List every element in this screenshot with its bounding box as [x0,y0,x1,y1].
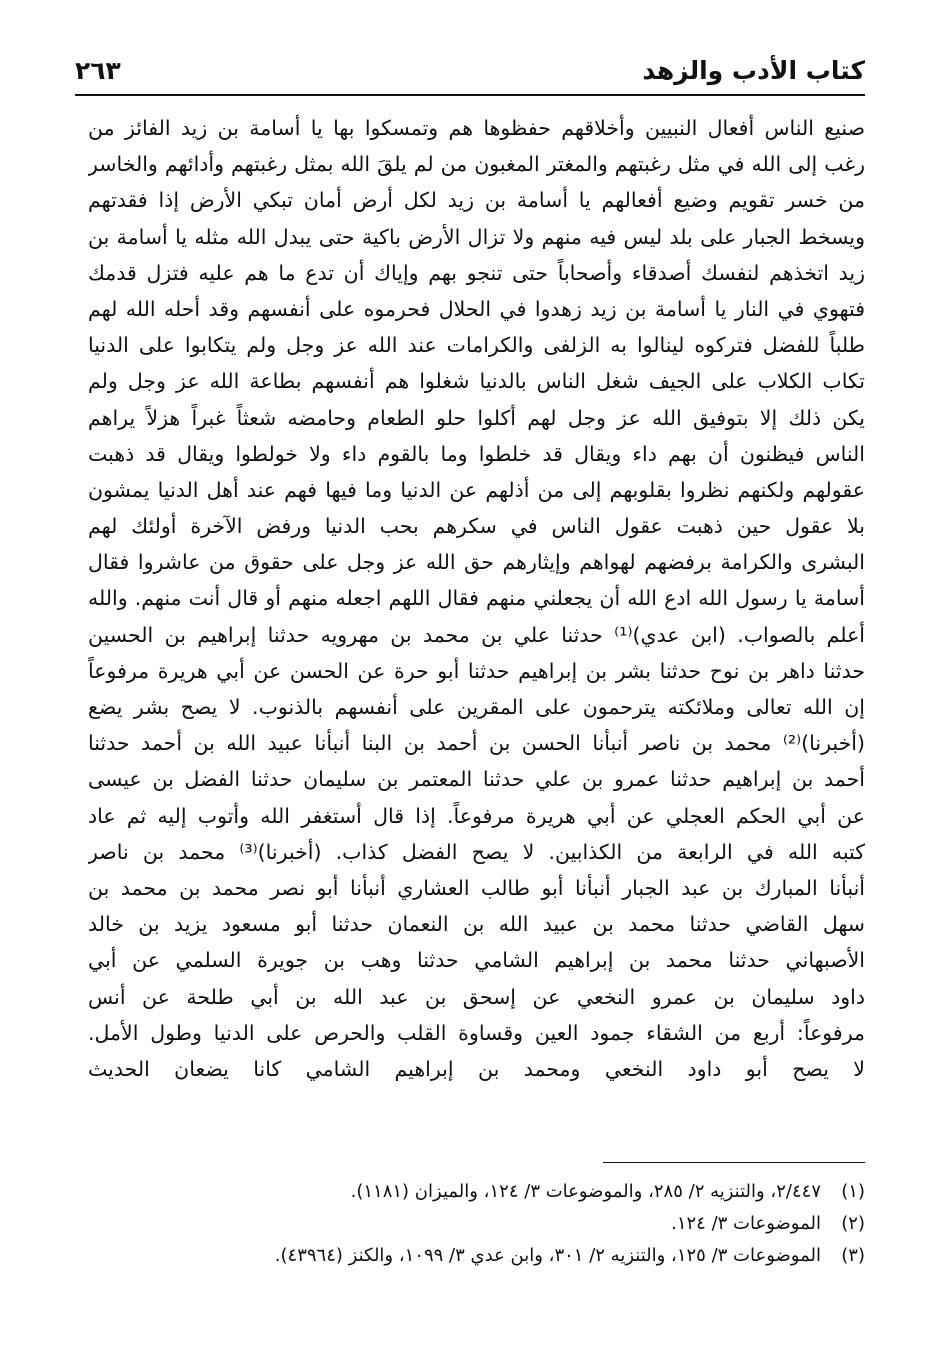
text-line: حدثنا داهر بن نوح حدثنا بشر بن إبراهيم حدثنا أبو حرة عن الحسن عن أبي هريرة مرفوعاً [88,658,865,683]
text-line: سهل القاضي حدثنا محمد بن عبيد الله بن النعمان حدثنا أبو مسعود يزيد بن خالد [88,912,865,937]
footnote-text: الموضوعات ٣/ ١٢٥، والتنزيه ٢/ ٣٠١، وابن عدي ٣/ ١٠٩٩، والكنز (٤٣٩٦٤). [274,1245,821,1266]
text-line: أعلم بالصواب. (ابن عدي)⁽¹⁾ حدثنا علي بن محمد بن مهرويه حدثنا إبراهيم بن الحسين [88,622,865,647]
text-line: الناس فيظنون أن بهم داء ويقال قد خلطوا وما بالقوم داء ولا خولطوا ويقال قد ذهبت [88,441,865,466]
footnote-number: (١) [841,1181,865,1202]
text-line: ويسخط الجبار على بلد ليس فيه منهم ولا تزال الأرض باكية حتى يبدل الله مثله يا أسامة بن [88,224,865,249]
chapter-title: كتاب الأدب والزهد [642,56,865,85]
text-line: تكاب الكلاب على الجيف شغل الناس بالدنيا شغلوا هم أنفسهم بطاعة الله عز وجل ولم [88,369,865,394]
text-line: صنيع الناس أفعال النبيين وأخلاقهم حفظوها هم وتمسكوا بها يا أسامة بن زيد الفائز من [88,116,865,140]
main-text [88,110,865,1087]
text-line: طلباً للفضل فتركوه لينالوا به الزلفى والكرامات عند الله عز وجل ولم يتكابوا على الدنيا [88,333,865,358]
text-line: رغب إلى الله في مثل رغبتهم والمغتر المغبون من لم يلقَ الله بمثل رغبتهم وأدائهم والخاسر [88,152,865,177]
text-line: داود سليمان بن عمرو النخعي عن إسحق بن عبد الله بن أبي طلحة عن أنس [88,984,865,1009]
text-line: البشرى والكرامة برفضهم لهواهم وإيثارهم حق الله عز وجل على حقوق من عاشروا فقال [88,550,865,575]
text-line: زيد اتخذهم لنفسك أصدقاء وأصحاباً حتى تنجو بهم وإياك أن تدع ما هم عليه فتزل قدمك [88,260,865,285]
text-line: كتبه الله في الرابعة من الكذابين. لا يصح الفضل كذاب. (أخبرنا)⁽³⁾ محمد بن ناصر [88,839,865,864]
footnote-number: (٢) [841,1213,865,1234]
footnote-number: (٣) [841,1245,865,1266]
footnote [145,1176,865,1208]
footnote-text: الموضوعات ٣/ ١٢٤. [671,1213,821,1234]
text-line: فتهوي في النار يا أسامة بن زيد زهدوا في الحلال فحرموه على أنفسهم وقد أحله الله لهم [88,296,865,321]
footnote [145,1208,865,1240]
footnote [145,1240,865,1272]
text-line: عقولهم ولكنهم نظروا بقلوبهم إلى من أذلهم عن الدنيا وما فيها فهم عند أهل الدنيا يمشون [88,477,865,502]
footnote-text: ٢/٤٤٧، والتنزيه ٢/ ٢٨٥، والموضوعات ٣/ ١٢٤، والميزان (١١٨١). [350,1181,821,1202]
text-line: أنبأنا المبارك بن عبد الجبار أنبأنا أبو طالب العشاري أنبأنا أبو نصر محمد بن محمد بن [88,875,865,900]
page-number: ٢٦٣ [75,56,121,85]
text-line: الأصبهاني حدثنا محمد بن إبراهيم الشامي حدثنا وهب بن جويرة السلمي عن أبي [88,948,865,973]
text-line: إن الله تعالى وملائكته يترحمون على المقرين على أنفسهم بالذنوب. لا يصح بشر يضع [88,695,865,719]
header-rule [75,94,865,96]
text-line: من خسر تقويم وضيع أفعالهم يا أسامة بن زيد لكل أرض أمان تبكي الأرض إذا فقدتهم [88,188,865,213]
text-line: لا يصح أبو داود النخعي ومحمد بن إبراهيم الشامي كانا يضعان الحديث [88,1056,865,1081]
text-line: بلا عقول حين ذهبت عقول الناس في سكرهم بحب الدنيا ورفض الآخرة أولئك لهم [88,514,865,539]
footnotes [145,1176,865,1272]
footnote-rule [603,1162,865,1163]
text-line: أحمد بن إبراهيم حدثنا عمرو بن علي حدثنا المعتمر بن سليمان حدثنا الفضل بن عيسى [88,767,865,792]
text-line: يكن ذلك إلا بتوفيق الله عز وجل لهم أكلوا حلو الطعام وحامضه شعثاً غبراً هزلاً يراهم [88,405,865,430]
text-line: مرفوعاً: أربع من الشقاء جمود العين وقساوة القلب والحرص على الدنيا وطول الأمل. [88,1020,865,1045]
text-line: أسامة يا رسول الله ادع الله أن يجعلني منهم فقال اللهم اجعله منهم أو قال أنت منهم. والله [88,586,865,611]
page-header [75,52,865,94]
text-line: (أخبرنا)⁽²⁾ محمد بن ناصر أنبأنا الحسن بن أحمد بن البنا أنبأنا عبيد الله بن أحمد حدثنا [88,731,865,756]
text-line: عن أبي الحكم العجلي عن أبي هريرة مرفوعاً. إذا قال أستغفر الله وأتوب إليه ثم عاد [88,803,865,828]
